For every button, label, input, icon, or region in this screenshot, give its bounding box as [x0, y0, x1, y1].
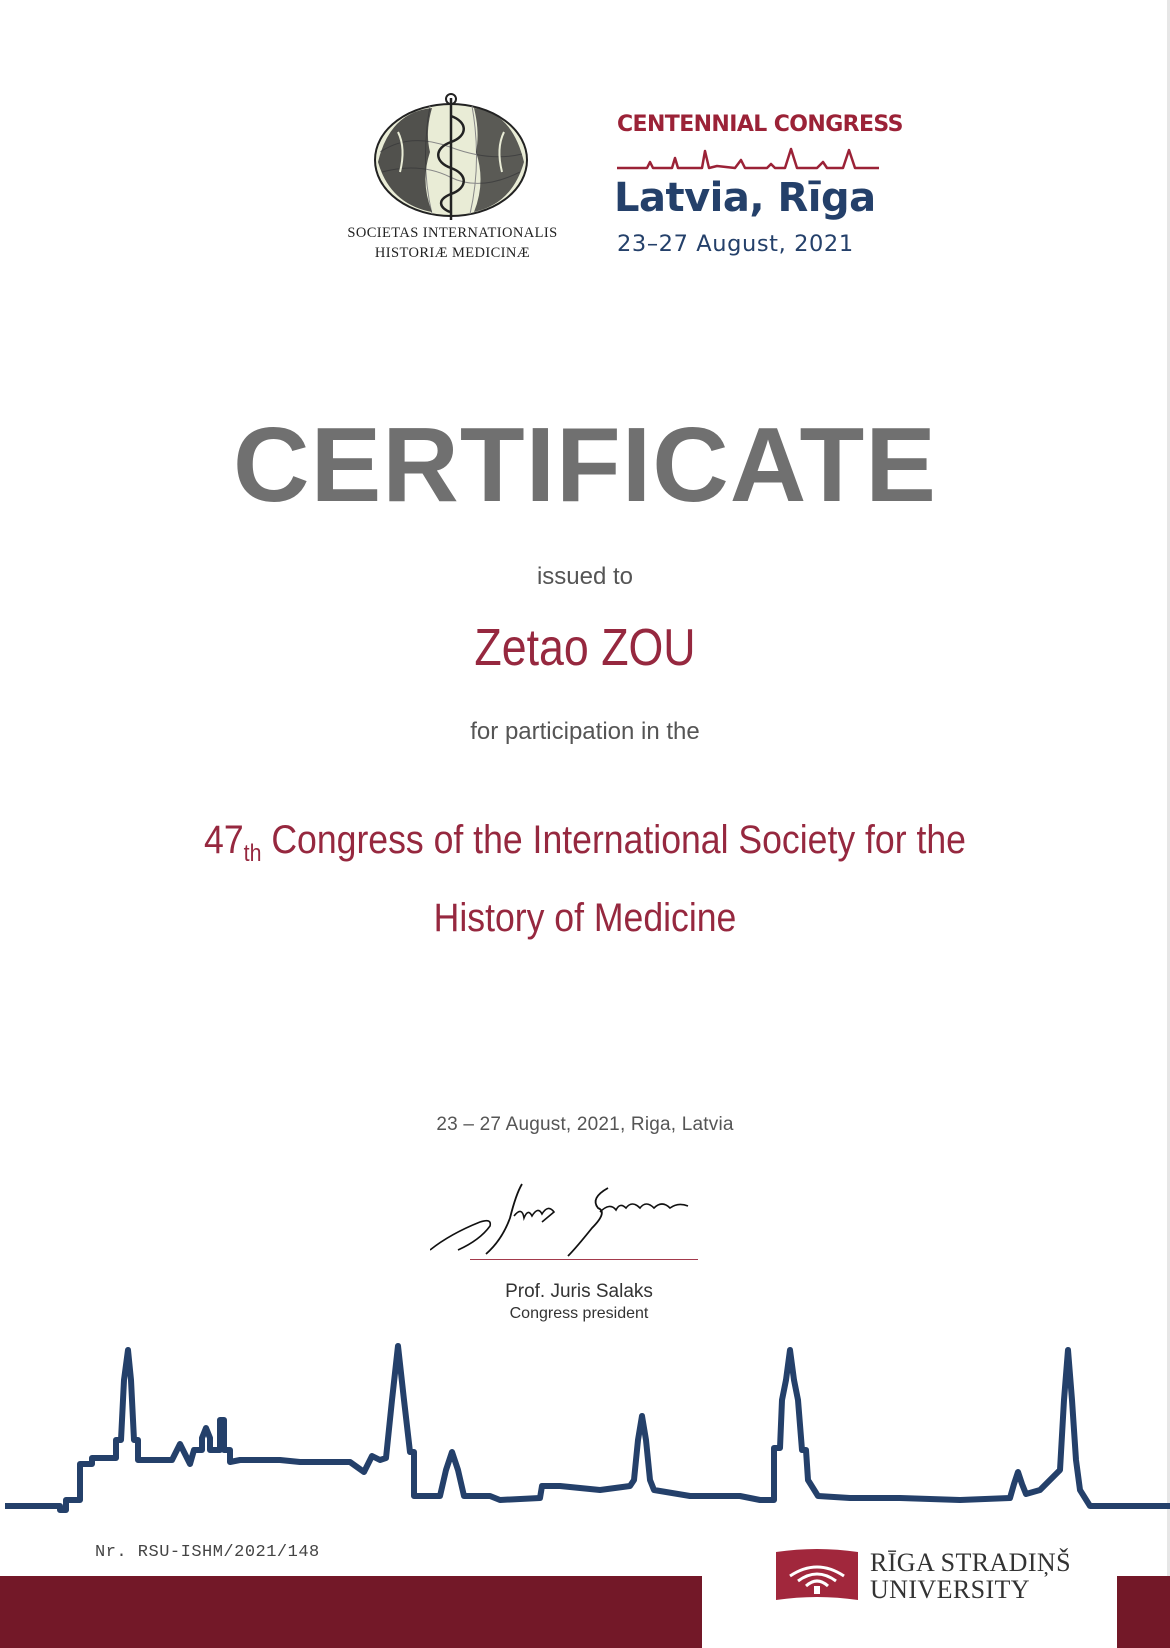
congress-city: Latvia, Rīga — [614, 175, 876, 221]
signatory-name: Prof. Juris Salaks — [505, 1281, 653, 1302]
society-name — [330, 223, 575, 263]
congress-number-suffix: th — [243, 840, 262, 867]
handwritten-signature — [430, 1178, 720, 1258]
congress-title-line1 — [64, 808, 1105, 886]
signatory-role: Congress president — [509, 1305, 649, 1322]
signature-line — [470, 1259, 698, 1260]
congress-title — [64, 808, 1105, 950]
footer-band-left — [0, 1576, 702, 1648]
ecg-line-icon — [617, 146, 879, 174]
university-name-line2: UNIVERSITY — [870, 1575, 1030, 1604]
congress-title-line2: History of Medicine — [433, 896, 737, 940]
participation-label: for participation in the — [470, 718, 700, 745]
society-name-line2: HISTORIÆ MEDICINÆ — [374, 245, 531, 261]
rsu-logo-icon — [776, 1548, 858, 1604]
congress-number: 47 — [204, 818, 244, 862]
recipient-name: Zetao ZOU — [474, 619, 696, 677]
event-dates: 23 – 27 August, 2021, Riga, Latvia — [436, 1114, 734, 1135]
issued-to-label: issued to — [536, 563, 634, 590]
riga-skyline-icon — [0, 1340, 1170, 1515]
congress-title-rest: Congress of the International Society for the — [261, 818, 966, 862]
footer-band-right — [1117, 1576, 1170, 1648]
congress-dates: 23–27 August, 2021 — [617, 231, 854, 257]
certificate-number: Nr. RSU-ISHM/2021/148 — [95, 1543, 320, 1562]
society-emblem-icon — [370, 92, 532, 222]
certificate-heading: CERTIFICATE — [233, 406, 937, 524]
society-name-line1: SOCIETAS INTERNATIONALIS — [347, 225, 558, 241]
university-name-line1: RĪGA STRADIŅŠ — [870, 1548, 1071, 1577]
university-name — [870, 1549, 1110, 1603]
congress-banner: CENTENNIAL CONGRESS — [617, 112, 903, 137]
